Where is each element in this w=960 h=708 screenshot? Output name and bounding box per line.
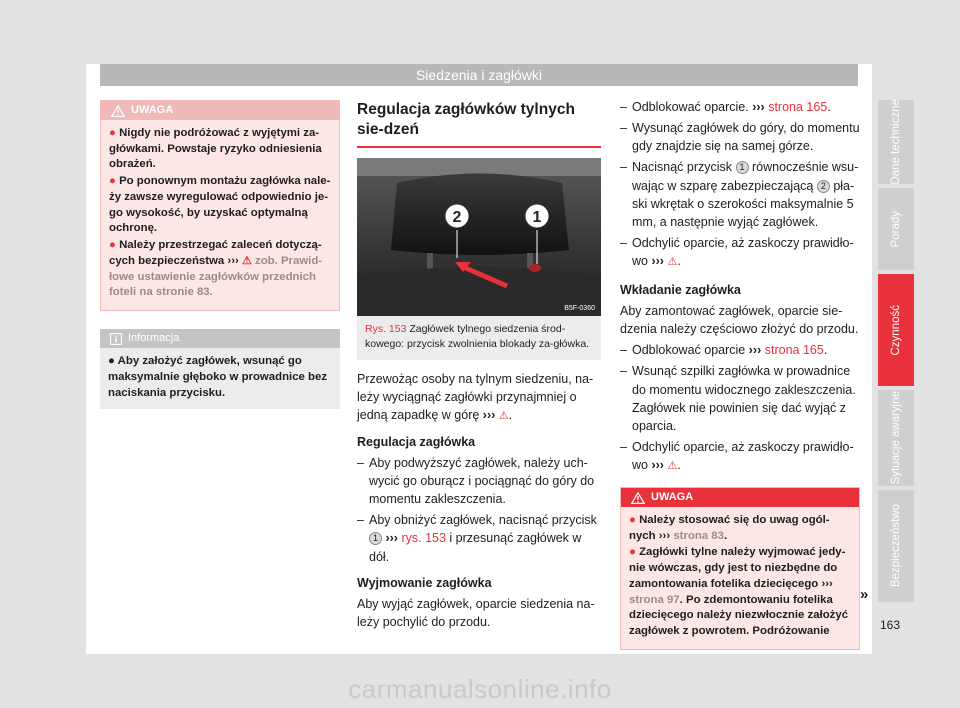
tab-dane-techniczne[interactable]: Dane techniczne [878,100,914,184]
reference-arrows: ››› [752,100,765,114]
reference-arrows: ››› [651,254,664,268]
warning-heading: UWAGA [651,491,694,503]
page-reference-link[interactable]: strona 165 [768,100,828,114]
bullet-icon: ● [109,239,116,252]
left-column [100,100,340,409]
warning-item: ● Zagłówki tylne należy wyjmować jedy-nie wówczas, gdy jest to niezbędne do zamontowania fotelika dziecięcego ››› strona 97. Po zdemontowaniu fotelika dziecięcego należy niezwłocznie założyć zagłówek z powrotem. Podróżowanie [629,546,849,638]
warning-body [101,120,339,310]
button-number-badge: 1 [369,532,382,545]
insert-paragraph: Aby zamontować zagłówek, oparcie sie-dzenia należy częściowo złożyć do przodu. [620,304,859,337]
subheading-adjust: Regulacja zagłówka [357,434,476,449]
bullet-icon: ● [109,175,116,188]
figure-code: B5F-0360 [564,305,595,313]
cross-reference-link[interactable]: zob. Prawid-łowe ustawienie zagłówków przednich foteli na stronie 83. [109,254,323,299]
slot-number-badge: 2 [817,180,830,193]
button-number-badge: 1 [736,161,749,174]
info-item: ● Aby założyć zagłówek, wsunąć go maksymalnie głęboko w prowadnice bez naciskania przycisku. [108,355,328,399]
figure-headrest-photo [357,158,601,316]
page-reference-link[interactable]: strona 97 [629,593,680,606]
remove-step-2: – Wysunąć zagłówek do góry, do momentu gdy znajdzie się na samej górze. [620,119,860,155]
warning-item: ● Po ponownym montażu zagłówka nale-ży zawsze wyregulować odpowiednio je-go wysokość, by uzyskać optymalną ochronę. [109,175,331,235]
callout-2-label: 2 [452,209,462,227]
watermark: carmanualsonline.info [348,674,612,704]
tab-sytuacje-awaryjne[interactable]: Sytuacje awaryjne [878,390,914,486]
reference-arrows: ››› [658,529,671,542]
bullet-icon: ● [108,355,115,368]
step-raise: – Aby podwyższyć zagłówek, należy uch-wycić go oburącz i pociągnąć do góry do momentu zakleszczenia. [357,454,601,508]
bullet-icon: ● [109,127,116,139]
page-number: 163 [880,618,901,632]
warning-triangle-icon [111,105,125,117]
bullet-icon: ● [629,546,636,559]
remove-step-4: – Odchylić oparcie, aż zaskoczy prawidło-wo ››› ⚠. [620,234,860,271]
warning-triangle-icon: ⚠ [241,254,252,267]
warning-triangle-icon [631,492,645,504]
tab-czynnosc[interactable]: Czynność [878,274,914,386]
warning-item: ● Nigdy nie podróżować z wyjętymi za-główkami. Powstaje ryzyko odniesienia obrażeń. [109,127,322,171]
info-heading: Informacja [128,332,180,345]
callout-1-label: 1 [532,209,542,227]
caption-text: Zagłówek tylnego siedzenia środ-kowego: przycisk zwolnienia blokady za-główka. [365,323,590,350]
warning-header [101,101,339,120]
warning-header [621,488,859,507]
reference-arrows: ››› [748,343,762,358]
step-lower: – Aby obniżyć zagłówek, nacisnąć przycisk 1 ››› rys. 153 i przesunąć zagłówek w dół. [357,511,601,565]
headrest-illustration [357,158,601,316]
reference-arrows: ››› [821,577,833,590]
warning-heading: UWAGA [131,104,174,116]
insert-step-2: – Wsunąć szpilki zagłówka w prowadnice do momentu widocznego zakleszczenia. Zagłówek nie powinien się dać wyjąć z oparcia. [620,362,860,435]
intro-paragraph: Przewożąc osoby na tylnym siedzeniu, na-leży wyciągnąć zagłówki przynajmniej o jedną zapadkę w górę ››› ⚠. [357,371,594,422]
page-header: Siedzenia i zagłówki [100,64,858,86]
warning-item: ● Należy stosować się do uwag ogól-nych ››› strona 83. [629,514,830,542]
tab-porady[interactable]: Porady [878,188,914,270]
bullet-icon: ● [629,514,636,526]
remove-paragraph: Aby wyjąć zagłówek, oparcie siedzenia na-leży pochylić do przodu. [357,596,595,629]
remove-step-1: – Odblokować oparcie. ››› strona 165. [620,98,860,116]
tab-bezpieczenstwo[interactable]: Bezpieczeństwo [878,490,914,602]
warning-body [621,507,859,649]
right-column [620,98,860,650]
insert-step-1: – Odblokować oparcie ››› strona 165. [620,341,860,359]
info-box [100,329,340,409]
info-header [100,329,340,348]
reference-arrows: ››› [227,254,239,267]
warning-box [100,100,340,311]
info-icon [110,333,122,345]
figure-label: Rys. 153 [365,323,407,336]
warning-box-2 [620,487,860,650]
middle-column [357,100,601,631]
continue-marker: » [860,586,869,603]
reference-arrows: ››› [482,407,496,422]
reference-arrows: ››› [651,458,664,473]
subheading-remove: Wyjmowanie zagłówka [357,575,492,590]
info-body [100,348,340,409]
figure-caption [357,316,601,359]
warning-item: ● Należy przestrzegać zaleceń dotyczą-cych bezpieczeństwa ››› ⚠ zob. Prawid-łowe ustawienie zagłówków przednich foteli na stronie 83. [109,239,323,299]
warning-triangle-icon: ⚠ [498,409,509,422]
section-title: Regulacja zagłówków tylnych sie-dzeń [357,100,601,148]
subheading-insert: Wkładanie zagłówka [620,282,741,297]
insert-step-3: – Odchylić oparcie, aż zaskoczy prawidło-wo ››› ⚠. [620,438,860,475]
page-reference-link[interactable]: strona 165 [764,343,824,358]
page-reference-link[interactable]: strona 83 [673,529,724,542]
warning-triangle-icon: ⚠ [667,460,678,473]
reference-arrows: ››› [385,531,398,546]
remove-step-3: – Nacisnąć przycisk 1 równocześnie wsu-wając w szparę zabezpieczającą 2 pła-ski wkrętak o szerokości maksymalnie 5 mm, a następnie wyjąć zagłówek. [620,158,860,231]
figure-reference-link[interactable]: rys. 153 [401,531,446,546]
warning-triangle-icon: ⚠ [667,256,678,268]
